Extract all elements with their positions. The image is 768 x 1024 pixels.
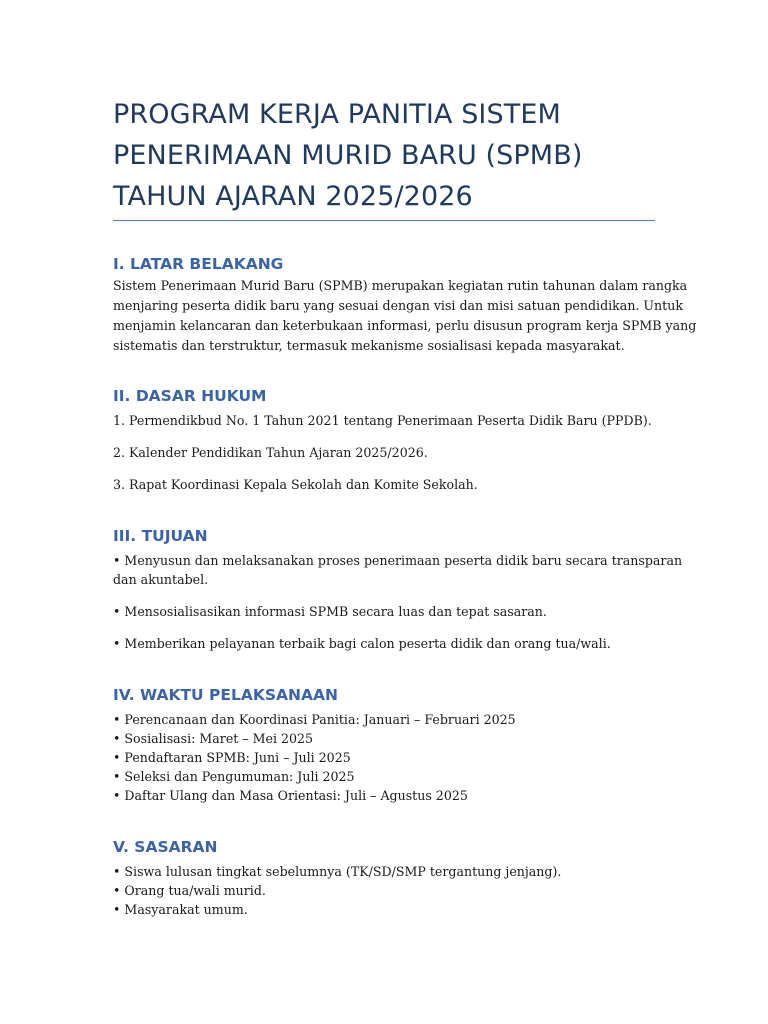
list-item: • Perencanaan dan Koordinasi Panitia: Januari – Februari 2025 [113,712,516,727]
title-line: PENERIMAAN MURID BARU (SPMB) [113,140,583,171]
list-item: • Mensosialisasikan informasi SPMB secara luas dan tepat sasaran. [113,604,547,619]
section-heading-latar-belakang: I. LATAR BELAKANG [113,255,284,273]
list-item: 1. Permendikbud No. 1 Tahun 2021 tentang Penerimaan Peserta Didik Baru (PPDB). [113,413,652,428]
list-item: • Sosialisasi: Maret – Mei 2025 [113,731,314,746]
section-heading-tujuan: III. TUJUAN [113,527,208,545]
paragraph-line: menjaring peserta didik baru yang sesuai dengan visi dan misi satuan pendidikan. Untuk [113,298,683,313]
list-item: 2. Kalender Pendidikan Tahun Ajaran 2025/2026. [113,445,428,460]
section-heading-dasar-hukum: II. DASAR HUKUM [113,387,267,405]
document-title [113,94,673,217]
list-item: • Daftar Ulang dan Masa Orientasi: Juli – Agustus 2025 [113,788,468,803]
section-heading-waktu-pelaksanaan: IV. WAKTU PELAKSANAAN [113,686,338,704]
paragraph-line: menjamin kelancaran dan keterbukaan informasi, perlu disusun program kerja SPMB yang [113,318,697,333]
list-item: 3. Rapat Koordinasi Kepala Sekolah dan Komite Sekolah. [113,477,478,492]
list-item: • Pendaftaran SPMB: Juni – Juli 2025 [113,750,351,765]
paragraph-latar-belakang [113,276,697,356]
list-item-continuation: dan akuntabel. [113,572,209,587]
list-item: • Masyarakat umum. [113,902,248,917]
title-underline [113,220,655,221]
title-line: TAHUN AJARAN 2025/2026 [113,181,473,212]
list-item: • Menyusun dan melaksanakan proses penerimaan peserta didik baru secara transparan [113,553,683,568]
list-item: • Orang tua/wali murid. [113,883,266,898]
title-line: PROGRAM KERJA PANITIA SISTEM [113,99,561,130]
paragraph-line: Sistem Penerimaan Murid Baru (SPMB) merupakan kegiatan rutin tahunan dalam rangka [113,278,688,293]
list-item: • Seleksi dan Pengumuman: Juli 2025 [113,769,355,784]
paragraph-line: sistematis dan terstruktur, termasuk mekanisme sosialisasi kepada masyarakat. [113,338,625,353]
section-heading-sasaran: V. SASARAN [113,838,218,856]
list-item: • Memberikan pelayanan terbaik bagi calon peserta didik dan orang tua/wali. [113,636,611,651]
list-item: • Siswa lulusan tingkat sebelumnya (TK/SD/SMP tergantung jenjang). [113,864,562,879]
